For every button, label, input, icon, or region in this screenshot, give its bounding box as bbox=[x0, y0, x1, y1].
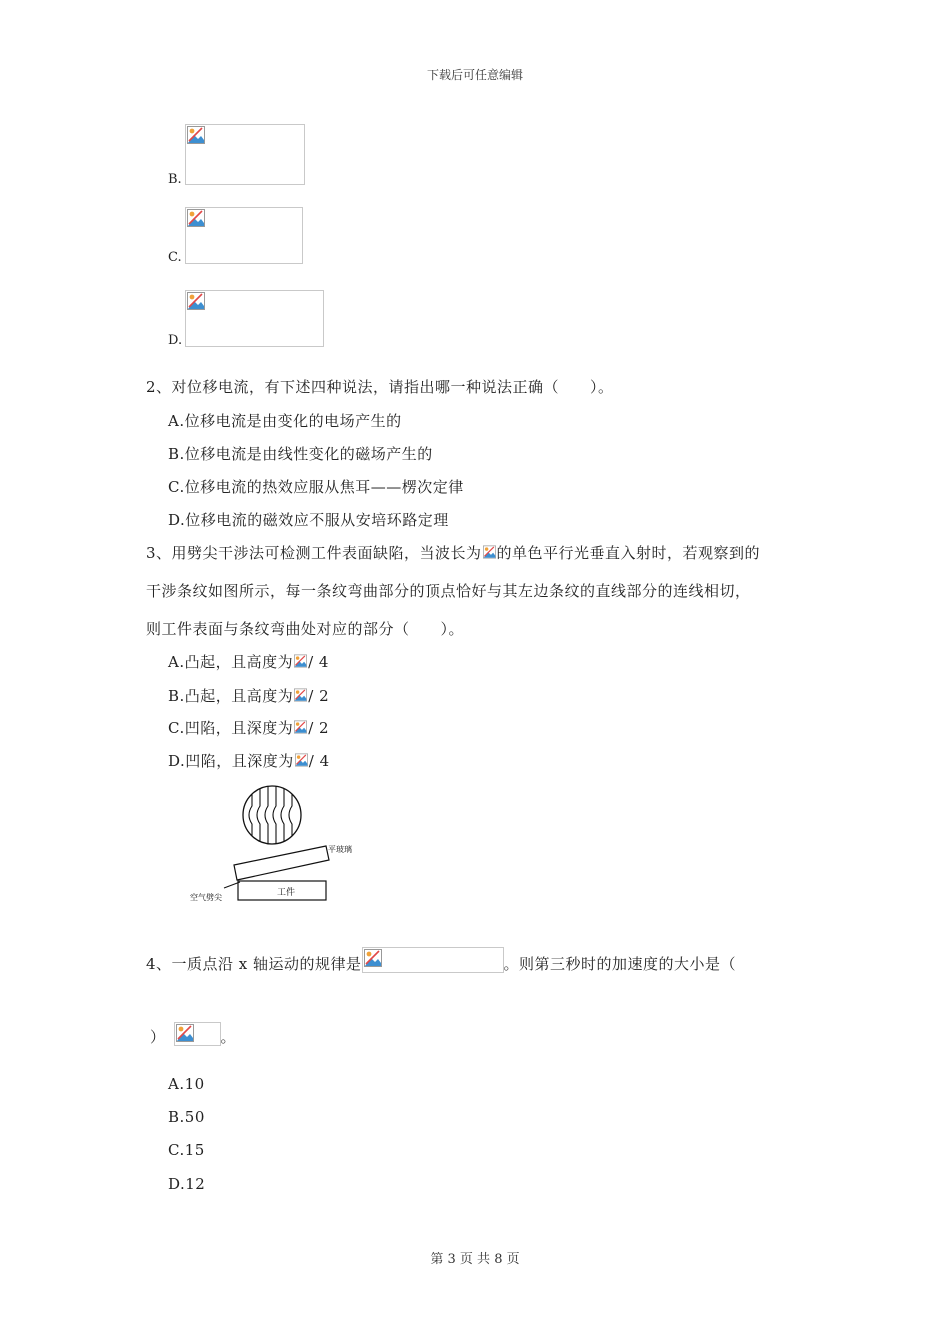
broken-image-icon bbox=[294, 653, 307, 669]
q4-stem-line1 bbox=[146, 947, 736, 974]
q3-option-d bbox=[168, 750, 330, 771]
q4-equation-image bbox=[362, 947, 504, 973]
broken-image-icon bbox=[187, 292, 205, 310]
q4-option-b: B.50 bbox=[168, 1108, 205, 1126]
q3-option-c-text: C.凹陷，且深度为 bbox=[168, 719, 294, 737]
broken-image-icon bbox=[295, 752, 308, 768]
broken-image-icon bbox=[364, 949, 382, 967]
broken-image-icon bbox=[187, 209, 205, 227]
q1-option-d-label: D. bbox=[168, 333, 183, 348]
q1-option-b-label: B. bbox=[168, 172, 182, 187]
q4-stem-part1: 4、一质点沿 x 轴运动的规律是 bbox=[146, 955, 362, 973]
q3-option-a bbox=[168, 651, 329, 672]
flat-glass-plate bbox=[234, 846, 329, 880]
q3-option-b-text: B.凸起，且高度为 bbox=[168, 687, 294, 705]
air-wedge-label: 空气劈尖 bbox=[190, 893, 222, 902]
q3-stem-line3: 则工件表面与条纹弯曲处对应的部分（ ）。 bbox=[146, 620, 465, 638]
q3-option-b bbox=[168, 685, 329, 706]
broken-image-icon bbox=[176, 1024, 194, 1042]
q3-option-b-value: / 2 bbox=[308, 687, 330, 705]
broken-image-icon bbox=[483, 544, 496, 560]
q2-stem: 2、对位移电流，有下述四种说法，请指出哪一种说法正确（ ）。 bbox=[146, 378, 614, 396]
q3-option-d-value: / 4 bbox=[308, 752, 330, 770]
q3-option-a-text: A.凸起，且高度为 bbox=[168, 653, 294, 671]
broken-image-icon bbox=[187, 126, 205, 144]
q2-option-a: A.位移电流是由变化的电场产生的 bbox=[168, 412, 402, 430]
q4-stem-part3: ） bbox=[150, 1028, 166, 1046]
q3-option-c bbox=[168, 717, 329, 738]
q4-option-a: A.10 bbox=[168, 1075, 205, 1093]
q2-option-c: C.位移电流的热效应服从焦耳——楞次定律 bbox=[168, 478, 464, 496]
q1-option-b-image bbox=[185, 124, 305, 185]
q1-option-c-label: C. bbox=[168, 250, 182, 265]
q3-option-c-value: / 2 bbox=[308, 719, 330, 737]
q3-option-a-value: / 4 bbox=[308, 653, 329, 671]
wedge-interference-figure bbox=[188, 782, 363, 907]
workpiece-label: 工件 bbox=[277, 888, 296, 898]
q4-stem-part2: 。则第三秒时的加速度的大小是（ bbox=[503, 955, 737, 973]
q3-stem-part2: 的单色平行光垂直入射时，若观察到的 bbox=[496, 544, 761, 562]
q4-option-d: D.12 bbox=[168, 1175, 206, 1193]
q3-option-d-text: D.凹陷，且深度为 bbox=[168, 752, 294, 770]
q1-option-c-image bbox=[185, 207, 303, 264]
broken-image-icon bbox=[294, 687, 307, 703]
q3-stem-part1: 3、用劈尖干涉法可检测工件表面缺陷，当波长为 bbox=[146, 544, 482, 562]
broken-image-icon bbox=[294, 719, 307, 735]
q1-option-d-image bbox=[185, 290, 324, 347]
q4-stem-line2 bbox=[150, 1022, 236, 1047]
q2-option-d: D.位移电流的磁效应不服从安培环路定理 bbox=[168, 511, 449, 529]
q4-answer-image bbox=[174, 1022, 221, 1046]
page-footer: 第 3 页 共 8 页 bbox=[430, 1252, 520, 1267]
q4-option-c: C.15 bbox=[168, 1141, 205, 1159]
q4-stem-part4: 。 bbox=[220, 1028, 237, 1046]
q3-stem-line1 bbox=[146, 542, 760, 563]
page-header: 下载后可任意编辑 bbox=[426, 68, 523, 82]
glass-plate-label: 平玻璃 bbox=[328, 845, 352, 854]
q3-stem-line2: 干涉条纹如图所示，每一条纹弯曲部分的顶点恰好与其左边条纹的直线部分的连线相切， bbox=[146, 582, 751, 600]
q2-option-b: B.位移电流是由线性变化的磁场产生的 bbox=[168, 445, 433, 463]
